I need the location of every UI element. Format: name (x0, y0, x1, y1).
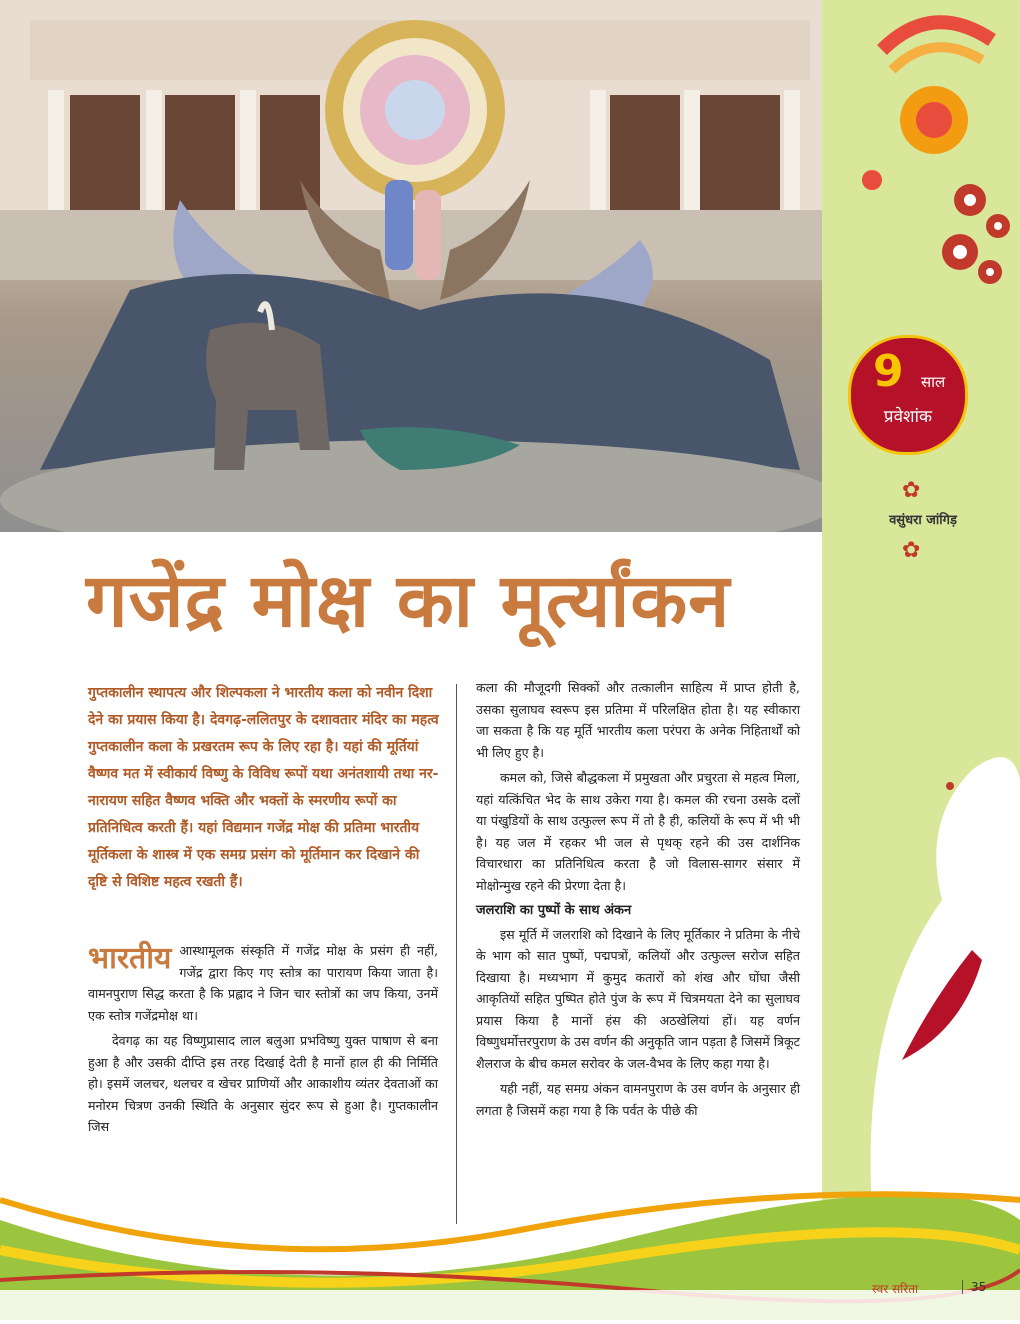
column-divider (456, 684, 457, 1224)
column-left (88, 940, 438, 1142)
paragraph: कला की मौजूदगी सिक्कों और तत्कालीन साहित्य में प्राप्त होती है, उसका सुलाघव स्वरूप इस प्रतिमा में परिलक्षित होता है। यह स्वीकारा जा सकता है कि यह मूर्ति भारतीय कला परंपरा के अनेक निहितार्थों को भी लिए हुए है। (476, 680, 800, 760)
paragraph: देवगढ़ का यह विष्णुप्रासाद लाल बलुआ प्रभविष्णु युक्त पाषाण से बना हुआ है और उसकी दीप्ति इस तरह दिखाई देती है मानों हाल ही की निर्मिति हो। इसमें जलचर, थलचर व खेचर प्राणियों और आकाशीय व्यंतर देवताओं का मनोरम चित्रण उनकी स्थिति के अनुसार सुंदर रूप से हुआ है। गुप्तकालीन जिस (88, 1033, 438, 1134)
paragraph: आस्थामूलक संस्कृति में गजेंद्र मोक्ष के प्रसंग ही नहीं, गजेंद्र द्वारा किए गए स्तोत्र का पारायण किया जाता है। वामनपुराण सिद्ध करता है कि प्रह्लाद ने जिन चार स्तोत्रों का जप किया, उनमें एक स्तोत्र गजेंद्रमोक्ष था। (88, 943, 438, 1023)
column-right (476, 677, 800, 1125)
flourish-icon: ✿ (902, 478, 921, 503)
anniversary-badge (848, 335, 968, 455)
right-sidebar (822, 0, 1020, 1320)
sculpture-photo (0, 0, 822, 532)
page-number: 35 (962, 1280, 986, 1294)
footer-decoration (0, 1180, 1020, 1320)
peacock-motif-icon (862, 22, 992, 190)
article-intro: गुप्तकालीन स्थापत्य और शिल्पकला ने भारतीय कला को नवीन दिशा देने का प्रयास किया है। देवगढ़-ललितपुर के दशावतार मंदिर का महत्व गुप्तकालीन कला के प्रखरतम रूप के लिए रहा है। यहां की मूर्तियां वैष्णव मत में स्वीकार्य विष्णु के विविध रूपों यथा अनंतशायी तथा नर-नारायण सहित वैष्णव भक्ति और भक्तों के स्मरणीय रूपों का प्रतिनिधित्व करती हैं। यहां विद्यमान गजेंद्र मोक्ष की प्रतिमा भारतीय मूर्तिकला के शास्त्र में एक समग्र प्रसंग को मूर्तिमान कर दिखाने की दृष्टि से विशिष्ट महत्व रखती हैं। (88, 685, 439, 890)
badge-number: 9 (873, 346, 904, 397)
drop-word: भारतीय (88, 941, 172, 976)
wave-decoration (0, 1180, 1020, 1320)
paragraph: यही नहीं, यह समग्र अंकन वामनपुराण के उस वर्णन के अनुसार ही लगता है जिसमें कहा गया है कि पर्वत के पीछे की (476, 1081, 800, 1118)
article-title: गजेंद्र मोक्ष का मूर्त्यांकन (86, 558, 731, 644)
sidebar-decoration (822, 0, 1020, 1320)
subheading: जलराशि का पुष्पों के साथ अंकन (476, 903, 632, 918)
badge-label: प्रवेशांक (883, 407, 933, 427)
flourish-icon: ✿ (902, 538, 921, 563)
paragraph: इस मूर्ति में जलराशि को दिखाने के लिए मूर्तिकार ने प्रतिमा के नीचे के भाग को सात पुष्पों, पद्मपत्रों, कलियों और उत्फुल्ल सरोज सहित दिखाया है। मध्यभाग में कुमुद कतारों को शंख और घोंघा जैसी आकृतियों सहित पुष्पित होते पुंज के रूप में चित्रमयता देने का सुलाघव प्रयास किया है मानों हंस की अठखेलियां हों। यह वर्णन विष्णुधर्मोत्तरपुराण के उस वर्णन की अनुकृति जान पड़ता है जिसमें त्रिकूट शैलराज के बीच कमल सरोवर के जल-वैभव के लिए कहा गया है। (476, 926, 800, 1071)
sculpture-illustration (0, 0, 822, 532)
flower-icon (942, 184, 1010, 284)
badge-saal: साल (921, 373, 946, 391)
paragraph: कमल को, जिसे बौद्धकला में प्रमुखता और प्रचुरता से महत्व मिला, यहां यत्किंचित भेद के साथ उकेरा गया है। कमल की रचना उसके दलों या पंखुडियों के साथ उत्फुल्ल रूप में तो है ही, कलियों के रूप में भी भी है। यह जल में रहकर भी जल से पृथक् रहने की उस दार्शनिक विचारधारा का प्रतिनिधित्व करता है जो विलास-सागर संसार में मोक्षोन्मुख रहने की प्रेरणा देता है। (476, 770, 800, 893)
magazine-name: स्वर सरिता (872, 1282, 919, 1296)
author-name: वसुंधरा जांगिड़ (889, 513, 957, 528)
